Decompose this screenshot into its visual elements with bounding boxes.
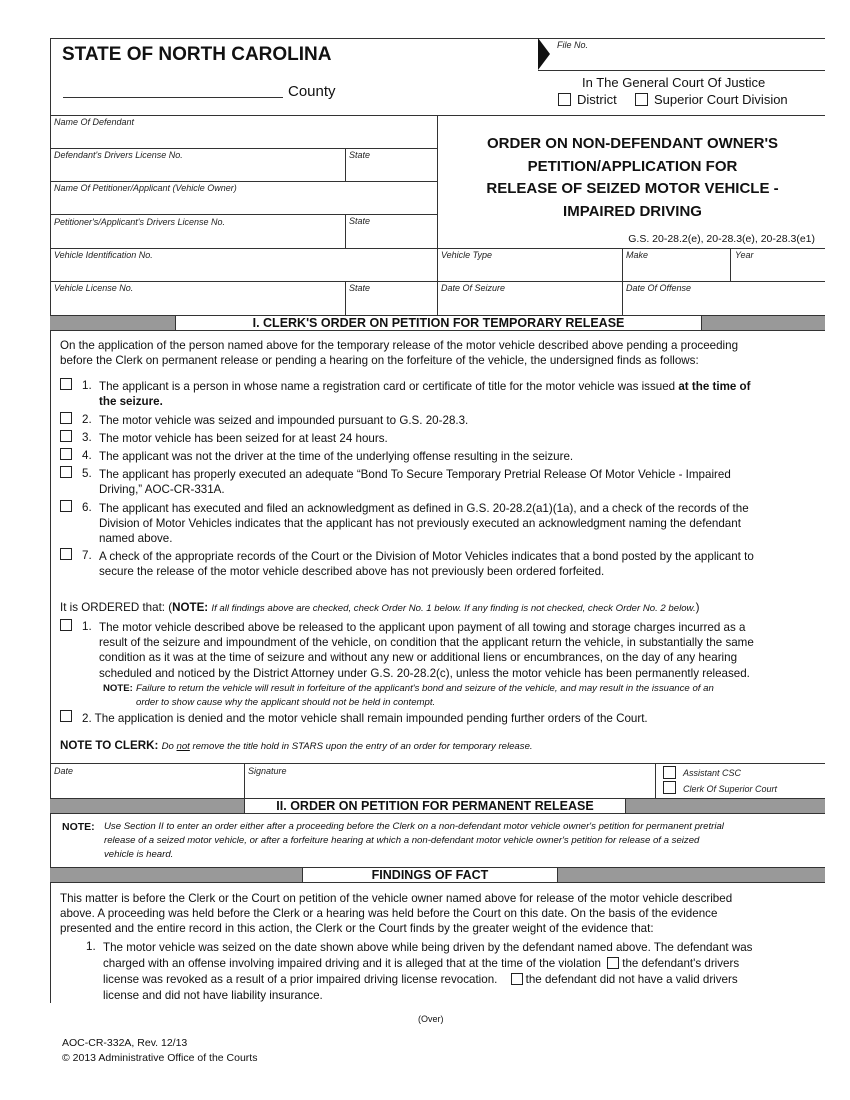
court-label: In The General Court Of Justice bbox=[582, 75, 766, 90]
no-license-checkbox[interactable] bbox=[511, 973, 523, 985]
petitioner-name-field[interactable]: Name Of Petitioner/Applicant (Vehicle Owner) bbox=[54, 183, 237, 193]
grid-rule bbox=[730, 248, 731, 281]
grid-rule bbox=[622, 248, 623, 315]
item-line: The motor vehicle was seized on the date shown above while being driven by the defendant named above. The defendant was bbox=[103, 941, 753, 954]
order-line: scheduled and noticed by the District Attorney under G.S. 20-28.2(c), unless the motor vehicle has been permanently released. bbox=[99, 666, 750, 680]
section-1-heading: I. CLERK'S ORDER ON PETITION FOR TEMPORARY RELEASE bbox=[175, 315, 702, 331]
intro-line: On the application of the person named above for the temporary release of the motor vehicle described above pending a proceeding bbox=[60, 339, 739, 352]
order-2-text: 2. The application is denied and the motor vehicle shall remain impounded pending further orders of the Court. bbox=[82, 712, 648, 725]
finding-1-checkbox[interactable] bbox=[60, 378, 72, 390]
ordered-line bbox=[60, 600, 700, 616]
grid-rule bbox=[50, 763, 825, 764]
title-line: ORDER ON NON-DEFENDANT OWNER'S bbox=[486, 135, 779, 152]
finding-line: secure the release of the motor vehicle described above has not previously been ordered forfeited. bbox=[99, 565, 605, 579]
note-line: release of a seized motor vehicle, or after a forfeiture hearing at which a non-defendant motor vehicle owner's petition for release of a seized bbox=[104, 835, 700, 846]
finding-1-text bbox=[99, 379, 751, 409]
petitioner-state-field[interactable]: State bbox=[349, 216, 371, 226]
petitioner-dl-field[interactable]: Petitioner's/Applicant's Drivers License No. bbox=[54, 217, 226, 227]
over-label: (Over) bbox=[418, 1014, 444, 1024]
finding-line: The applicant has executed and filed an acknowledgment as defined in G.S. 20-28.2(a1)(1a), and a check of the records of the bbox=[99, 502, 749, 515]
finding-line: A check of the appropriate records of the Court or the Division of Motor Vehicles indicates that a bond posted by the applicant to bbox=[99, 550, 754, 563]
clerk-superior-label: Clerk Of Superior Court bbox=[683, 784, 778, 794]
signature-field[interactable]: Signature bbox=[248, 766, 287, 776]
grid-rule bbox=[345, 214, 346, 248]
left-rule bbox=[50, 38, 51, 1003]
section-1-intro bbox=[60, 338, 738, 368]
grid-rule bbox=[345, 281, 346, 315]
revoked-checkbox[interactable] bbox=[607, 957, 619, 969]
section-2-note bbox=[104, 820, 724, 862]
license-state-field[interactable]: State bbox=[349, 283, 371, 293]
finding-line: Driving,” AOC-CR-331A. bbox=[99, 483, 225, 497]
grid-rule bbox=[655, 763, 656, 798]
item-number: 1. bbox=[86, 940, 96, 953]
finding-7-checkbox[interactable] bbox=[60, 548, 72, 560]
arrow-icon bbox=[538, 38, 550, 70]
order-1-checkbox[interactable] bbox=[60, 619, 72, 631]
defendant-name-field[interactable]: Name Of Defendant bbox=[54, 117, 135, 127]
intro-line: before the Clerk on permanent release or pending a hearing on the forfeiture of the vehicle, the undersigned finds as follows: bbox=[60, 354, 699, 368]
copyright: © 2013 Administrative Office of the Courts bbox=[62, 1052, 258, 1064]
para-line: above. A proceeding was held before the Clerk or a hearing was held before the Court on this date. On the basis of the evidence bbox=[60, 907, 718, 921]
section-2-bar bbox=[50, 798, 825, 814]
order-1-text bbox=[99, 620, 754, 681]
clerk-note bbox=[60, 738, 533, 754]
option-text: the defendant did not have a valid drivers bbox=[525, 973, 738, 987]
form-title bbox=[440, 133, 825, 223]
note-line: Failure to return the vehicle will result in forfeiture of the applicant's bond and seizure of the vehicle, and may result in the issuance of an bbox=[136, 683, 714, 694]
item-line: charged with an offense involving impaired driving and it is alleged that at the time of the violation bbox=[103, 957, 601, 971]
grid-rule bbox=[345, 148, 346, 181]
order-line: result of the seizure and impoundment of the vehicle, on condition that the applicant return the vehicle, in substantially the same bbox=[99, 636, 754, 650]
vehicle-type-field[interactable]: Vehicle Type bbox=[441, 250, 493, 260]
option-text: the defendant's drivers bbox=[622, 957, 740, 971]
district-label: District bbox=[577, 92, 617, 107]
para-line: This matter is before the Clerk or the Court on petition of the vehicle owner named above for release of the motor vehicle described bbox=[60, 892, 733, 905]
clerk-note-text: Do bbox=[161, 741, 174, 752]
form-number: AOC-CR-332A, Rev. 12/13 bbox=[62, 1037, 188, 1049]
note-line: Use Section II to enter an order either after a proceeding before the Clerk on a non-defendant motor vehicle owner's petition for permanent pretrial bbox=[104, 821, 724, 832]
title-line: RELEASE OF SEIZED MOTOR VEHICLE - bbox=[486, 180, 779, 197]
finding-line: The applicant is a person in whose name a registration card or certificate of title for the motor vehicle was issued bbox=[99, 380, 676, 393]
finding-number: 7. bbox=[82, 549, 92, 562]
finding-3-text: The motor vehicle has been seized for at least 24 hours. bbox=[99, 432, 388, 445]
title-line: PETITION/APPLICATION FOR bbox=[527, 157, 738, 175]
ordered-prefix: It is ORDERED that: ( bbox=[60, 601, 173, 614]
county-label: County bbox=[288, 83, 336, 100]
finding-line: named above. bbox=[99, 532, 173, 546]
finding-3-checkbox[interactable] bbox=[60, 430, 72, 442]
date-offense-field[interactable]: Date Of Offense bbox=[626, 283, 692, 293]
title-line: IMPAIRED DRIVING bbox=[563, 202, 702, 220]
grid-rule bbox=[50, 214, 437, 215]
date-seizure-field[interactable]: Date Of Seizure bbox=[441, 283, 506, 293]
finding-6-text bbox=[99, 501, 749, 547]
note-label: NOTE: bbox=[103, 683, 133, 694]
finding-7-text bbox=[99, 549, 754, 579]
finding-4-text: The applicant was not the driver at the time of the underlying offense resulting in the seizure. bbox=[99, 450, 574, 463]
finding-6-checkbox[interactable] bbox=[60, 500, 72, 512]
assistant-csc-label: Assistant CSC bbox=[683, 768, 742, 778]
para-line: presented and the entire record in this action, the Clerk or the Court finds by the greater weight of the evidence that: bbox=[60, 922, 654, 936]
section-1-bar bbox=[50, 315, 825, 331]
finding-5-checkbox[interactable] bbox=[60, 466, 72, 478]
defendant-dl-field[interactable]: Defendant's Drivers License No. bbox=[54, 150, 183, 160]
finding-5-text bbox=[99, 467, 731, 497]
finding-number: 3. bbox=[82, 431, 92, 444]
district-checkbox[interactable] bbox=[558, 93, 571, 106]
defendant-state-field[interactable]: State bbox=[349, 150, 371, 160]
order-line: The motor vehicle described above be released to the applicant upon payment of all towing and storage charges incurred as a bbox=[99, 621, 746, 634]
findings-bar bbox=[50, 867, 825, 883]
findings-paragraph bbox=[60, 891, 732, 937]
clerk-superior-checkbox[interactable] bbox=[663, 781, 676, 794]
order-2-checkbox[interactable] bbox=[60, 710, 72, 722]
finding-number: 2. bbox=[82, 413, 92, 426]
make-field[interactable]: Make bbox=[626, 250, 649, 260]
statutes: G.S. 20-28.2(e), 20-28.3(e), 20-28.3(e1) bbox=[628, 233, 815, 245]
note-line: vehicle is heard. bbox=[104, 849, 174, 860]
file-no-label: File No. bbox=[557, 40, 589, 50]
finding-number: 1. bbox=[82, 379, 92, 392]
file-no-rule bbox=[538, 70, 825, 71]
finding-bold: the seizure. bbox=[99, 395, 163, 409]
finding-number: 4. bbox=[82, 449, 92, 462]
superior-label: Superior Court Division bbox=[654, 92, 788, 107]
item-line: license and did not have liability insurance. bbox=[103, 988, 323, 1002]
finding-2-text: The motor vehicle was seized and impounded pursuant to G.S. 20-28.3. bbox=[99, 414, 469, 427]
finding-number: 5. bbox=[82, 467, 92, 480]
state-heading: STATE OF NORTH CAROLINA bbox=[62, 44, 332, 65]
section-2-heading: II. ORDER ON PETITION FOR PERMANENT RELEASE bbox=[244, 798, 626, 814]
grid-rule bbox=[50, 181, 437, 182]
date-field[interactable]: Date bbox=[54, 766, 74, 776]
note-label: NOTE: bbox=[62, 821, 95, 833]
license-no-field[interactable]: Vehicle License No. bbox=[54, 283, 134, 293]
finding-bold: at the time of bbox=[678, 380, 751, 393]
finding-line: Division of Motor Vehicles indicates that the applicant has not previously executed an acknowledgment naming the defendant bbox=[99, 517, 741, 531]
ordered-note: If all findings above are checked, check Order No. 1 below. If any finding is not checked, check Order No. 2 below. bbox=[211, 603, 696, 614]
superior-checkbox[interactable] bbox=[635, 93, 648, 106]
note-line: order to show cause why the applicant should not be held in contempt. bbox=[136, 696, 436, 708]
order-1-note bbox=[136, 682, 714, 709]
grid-rule bbox=[244, 763, 245, 798]
clerk-note-text: remove the title hold in STARS upon the entry of an order for temporary release. bbox=[192, 741, 533, 752]
ordered-suffix: ) bbox=[695, 601, 700, 614]
grid-rule bbox=[50, 148, 437, 149]
finding-number: 6. bbox=[82, 501, 92, 514]
finding-line: The applicant has properly executed an adequate “Bond To Secure Temporary Pretrial Release Of Motor Vehicle - Impaired bbox=[99, 468, 731, 481]
finding-4-checkbox[interactable] bbox=[60, 448, 72, 460]
vin-field[interactable]: Vehicle Identification No. bbox=[54, 250, 153, 260]
item-line: license was revoked as a result of a prior impaired driving license revocation. bbox=[103, 973, 498, 987]
assistant-csc-checkbox[interactable] bbox=[663, 766, 676, 779]
year-field[interactable]: Year bbox=[735, 250, 754, 260]
order-number: 1. bbox=[82, 620, 92, 633]
grid-rule bbox=[437, 115, 438, 315]
note-label: NOTE: bbox=[172, 601, 209, 614]
findings-heading: FINDINGS OF FACT bbox=[302, 867, 558, 883]
finding-2-checkbox[interactable] bbox=[60, 412, 72, 424]
clerk-note-not: not bbox=[176, 741, 190, 752]
top-rule bbox=[50, 38, 825, 39]
file-no-field[interactable] bbox=[552, 52, 825, 70]
clerk-note-label: NOTE TO CLERK: bbox=[60, 739, 159, 752]
county-line[interactable] bbox=[63, 97, 283, 98]
findings-item-1 bbox=[103, 940, 752, 1003]
order-line: condition as it was at the time of seizure and without any new or additional liens or encumbrances, on the day of any hearing bbox=[99, 651, 738, 665]
